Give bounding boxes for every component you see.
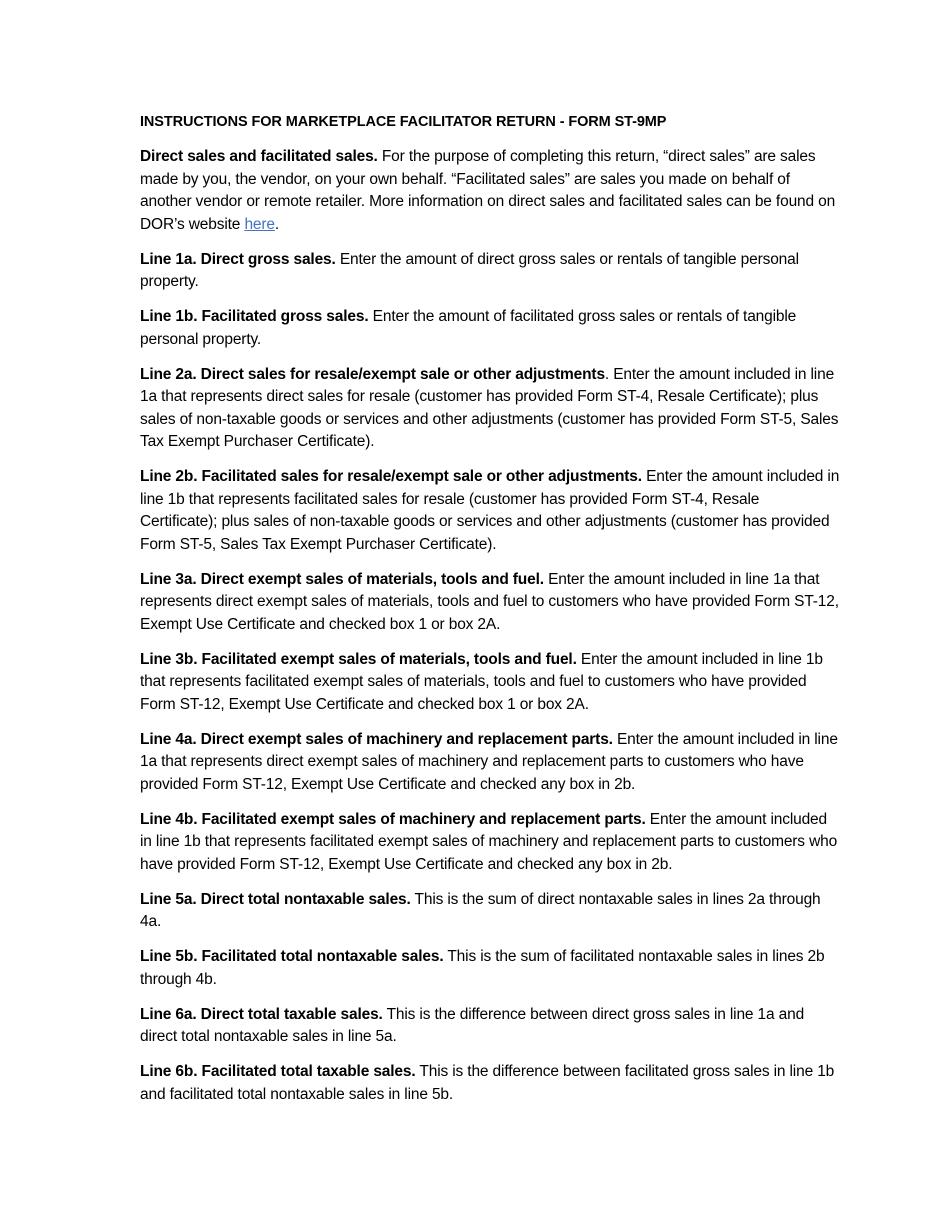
line-heading: Line 2a. Direct sales for resale/exempt sale or other adjustments [140,365,605,383]
line-1b-paragraph [140,306,840,351]
line-text: This is the difference between facilitated gross sales in line 1b and facilitated total nontaxable sales in line 5b. [140,1063,835,1103]
line-heading: Line 6b. Facilitated total taxable sales. [140,1063,416,1080]
line-6a-paragraph [140,1004,840,1049]
line-3a-paragraph [140,569,840,637]
line-heading: Line 5b. Facilitated total nontaxable sales. [140,948,444,965]
line-4b-paragraph [140,809,840,877]
dor-website-link[interactable]: here [244,215,275,233]
line-text: Enter the amount of direct gross sales or rentals of tangible personal property. [140,250,799,290]
line-4a-paragraph [140,729,840,797]
line-text: This is the sum of facilitated nontaxable sales in lines 2b through 4b. [140,948,825,988]
document-title: INSTRUCTIONS FOR MARKETPLACE FACILITATOR RETURN - FORM ST-9MP [140,114,667,130]
intro-heading: Direct sales and facilitated sales. [140,148,378,165]
line-text: This is the sum of direct nontaxable sales in lines 2a through 4a. [140,890,821,930]
intro-text-end: . [274,215,280,233]
line-heading: Line 3b. Facilitated exempt sales of materials, tools and fuel. [140,650,577,668]
line-text: . Enter the amount included in line 1a that represents direct sales for resale (customer has provided Form ST-4, Resale Certificate); plus sales of non-taxable goods or services and other adjustments (customer has provided Form ST-5, Sales Tax Exempt Purchaser Certificate). [140,365,839,450]
line-heading: Line 4b. Facilitated exempt sales of machinery and replacement parts. [140,810,646,828]
intro-text: For the purpose of completing this return, “direct sales” are sales made by you, the vendor, on your own behalf. “Facilitated sales” are sales you made on behalf of another vendor or remote retailer. More information on direct sales and facilitated sales can be found on DOR’s website [140,148,836,233]
line-2a-paragraph [140,364,840,454]
line-heading: Line 4a. Direct exempt sales of machinery and replacement parts. [140,730,613,748]
line-text: Enter the amount included in line 1a that represents direct exempt sales of machinery and replacement parts to customers who have provided Form ST-12, Exempt Use Certificate and checked any box in 2b. [140,730,838,793]
line-text: Enter the amount included in line 1a that represents direct exempt sales of materials, tools and fuel to customers who have provided Form ST-12, Exempt Use Certificate and checked box 1 or box 2A. [140,570,839,633]
line-1a-paragraph [140,249,840,294]
line-text: Enter the amount included in line 1b that represents facilitated exempt sales of materials, tools and fuel to customers who have provided Form ST-12, Exempt Use Certificate and checked box 1 or box 2A. [140,650,823,713]
line-2b-paragraph [140,466,840,556]
line-5a-paragraph [140,889,840,934]
line-heading: Line 1b. Facilitated gross sales. [140,308,369,325]
line-text: Enter the amount of facilitated gross sales or rentals of tangible personal property. [140,308,797,348]
line-6b-paragraph [140,1061,840,1106]
line-heading: Line 5a. Direct total nontaxable sales. [140,890,411,908]
document-page [140,112,840,1119]
line-3b-paragraph [140,649,840,717]
line-5b-paragraph [140,946,840,991]
line-heading: Line 3a. Direct exempt sales of materials, tools and fuel. [140,570,544,588]
line-text: Enter the amount included in line 1b that represents facilitated exempt sales of machinery and replacement parts to customers who have provided Form ST-12, Exempt Use Certificate and checked any box in 2b. [140,810,838,873]
line-text: This is the difference between direct gross sales in line 1a and direct total nontaxable sales in line 5a. [140,1005,805,1045]
line-heading: Line 1a. Direct gross sales. [140,250,336,268]
line-heading: Line 6a. Direct total taxable sales. [140,1005,383,1023]
intro-paragraph [140,146,840,236]
line-text: Enter the amount included in line 1b that represents facilitated sales for resale (customer has provided Form ST-4, Resale Certificate); plus sales of non-taxable goods or services and other adjustments (customer has provided Form ST-5, Sales Tax Exempt Purchaser Certificate). [140,468,840,553]
line-heading: Line 2b. Facilitated sales for resale/exempt sale or other adjustments. [140,468,642,485]
